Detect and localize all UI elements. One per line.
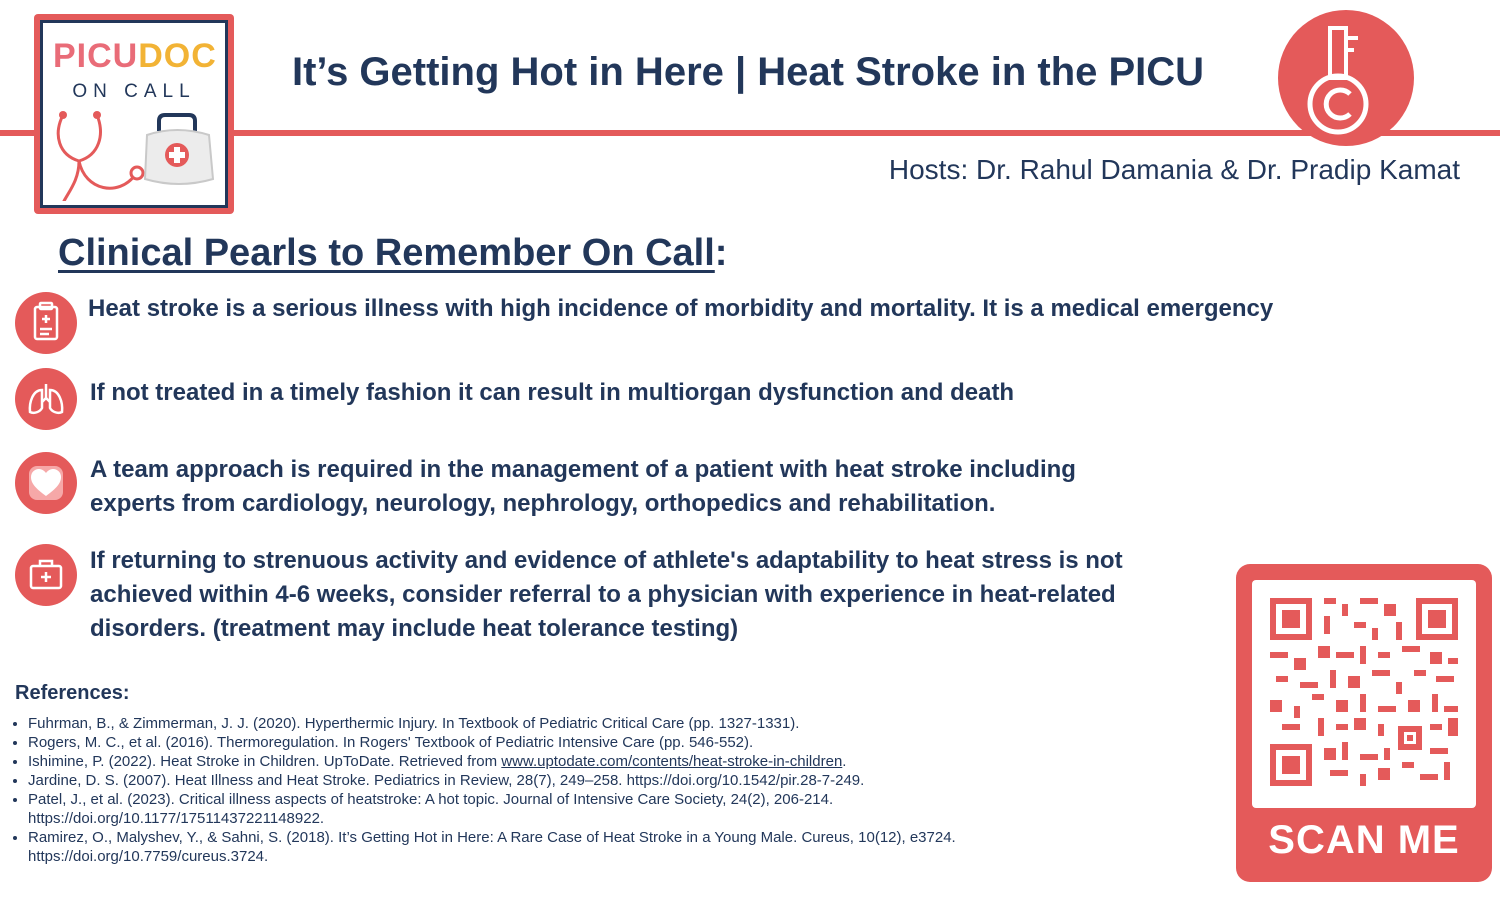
key-icon — [1278, 10, 1414, 146]
pearl-2-text — [90, 376, 1014, 410]
reference-item — [28, 752, 1128, 771]
section-heading-text: Clinical Pearls to Remember On Call — [58, 232, 715, 274]
pearl-3-text — [90, 453, 1076, 521]
section-heading-colon: : — [714, 232, 728, 274]
pearl-4-line-2: achieved within 4-6 weeks, consider referral to a physician with experience in heat-related — [90, 581, 1116, 608]
qr-code[interactable] — [1252, 580, 1476, 808]
logo-frame — [40, 20, 228, 208]
qr-panel[interactable] — [1236, 564, 1492, 882]
pearl-4-line-3: disorders. (treatment may include heat tolerance testing) — [90, 615, 739, 642]
qr-code-icon — [1270, 598, 1458, 786]
hosts-line: Hosts: Dr. Rahul Damania & Dr. Pradip Kamat — [888, 154, 1460, 185]
page-title: It’s Getting Hot in Here | Heat Stroke in the PICU — [292, 50, 1205, 94]
reference-item: • Fuhrman, B., & Zimmerman, J. J. (2020). Hyperthermic Injury. In Textbook of Pediatric Critical Care (pp. 1327-1331). — [28, 714, 1128, 733]
logo-wordmark — [53, 37, 217, 76]
references-list — [8, 714, 1128, 866]
pearl-1-text — [88, 292, 1273, 326]
reference-item: • Jardine, D. S. (2007). Heat Illness and Heat Stroke. Pediatrics in Review, 28(7), 249–258. https://doi.org/10.1542/pir.28-7-249. — [28, 771, 1128, 790]
lungs-icon — [15, 368, 77, 430]
pearl-4-text — [90, 544, 1123, 646]
pearl-3-line-1: A team approach is required in the management of a patient with heat stroke including — [90, 456, 1076, 483]
reference-item: • Rogers, M. C., et al. (2016). Thermoregulation. In Rogers' Textbook of Pediatric Intensive Care (pp. 546-552). — [28, 733, 1128, 752]
pearl-2-line-1: If not treated in a timely fashion it can result in multiorgan dysfunction and death — [90, 379, 1015, 406]
pearl-3-line-2: experts from cardiology, neurology, nephrology, orthopedics and rehabilitation. — [90, 490, 996, 517]
reference-text: Ishimine, P. (2022). Heat Stroke in Children. UpToDate. Retrieved from — [28, 753, 502, 770]
clipboard-icon — [15, 292, 77, 354]
picudoc-logo — [34, 14, 234, 214]
scan-me-label: SCAN ME — [1268, 818, 1460, 862]
stethoscope-bag-icon — [49, 105, 219, 201]
pearl-1-line-1: Heat stroke is a serious illness with high incidence of morbidity and mortality. It is a medical emergency — [88, 295, 1274, 322]
reference-item: • Patel, J., et al. (2023). Critical illness aspects of heatstroke: A hot topic. Journal of Intensive Care Society, 24(2), 206-214. https://doi.org/10.1177/17511437221148922. — [28, 790, 1128, 828]
logo-word-doc: DOC — [138, 37, 217, 75]
reference-item: • Ramirez, O., Malyshev, Y., & Sahni, S. (2018). It’s Getting Hot in Here: A Rare Case of Heat Stroke in a Young Male. Cureus, 10(12), e3724. https://doi.org/10.7759/cureus.3724. — [28, 828, 1128, 866]
pearl-4-line-1: If returning to strenuous activity and evidence of athlete's adaptability to heat stress is not — [90, 547, 1123, 574]
references-title: References: — [15, 682, 130, 704]
heart-icon — [15, 452, 77, 514]
reference-suffix: . — [842, 753, 847, 770]
logo-word-picu: PICU — [53, 37, 139, 75]
uptodate-link[interactable]: www.uptodate.com/contents/heat-stroke-in-children — [501, 753, 843, 770]
first-aid-kit-icon — [15, 544, 77, 606]
section-heading — [58, 232, 727, 275]
logo-subtitle: ON CALL — [72, 81, 196, 102]
